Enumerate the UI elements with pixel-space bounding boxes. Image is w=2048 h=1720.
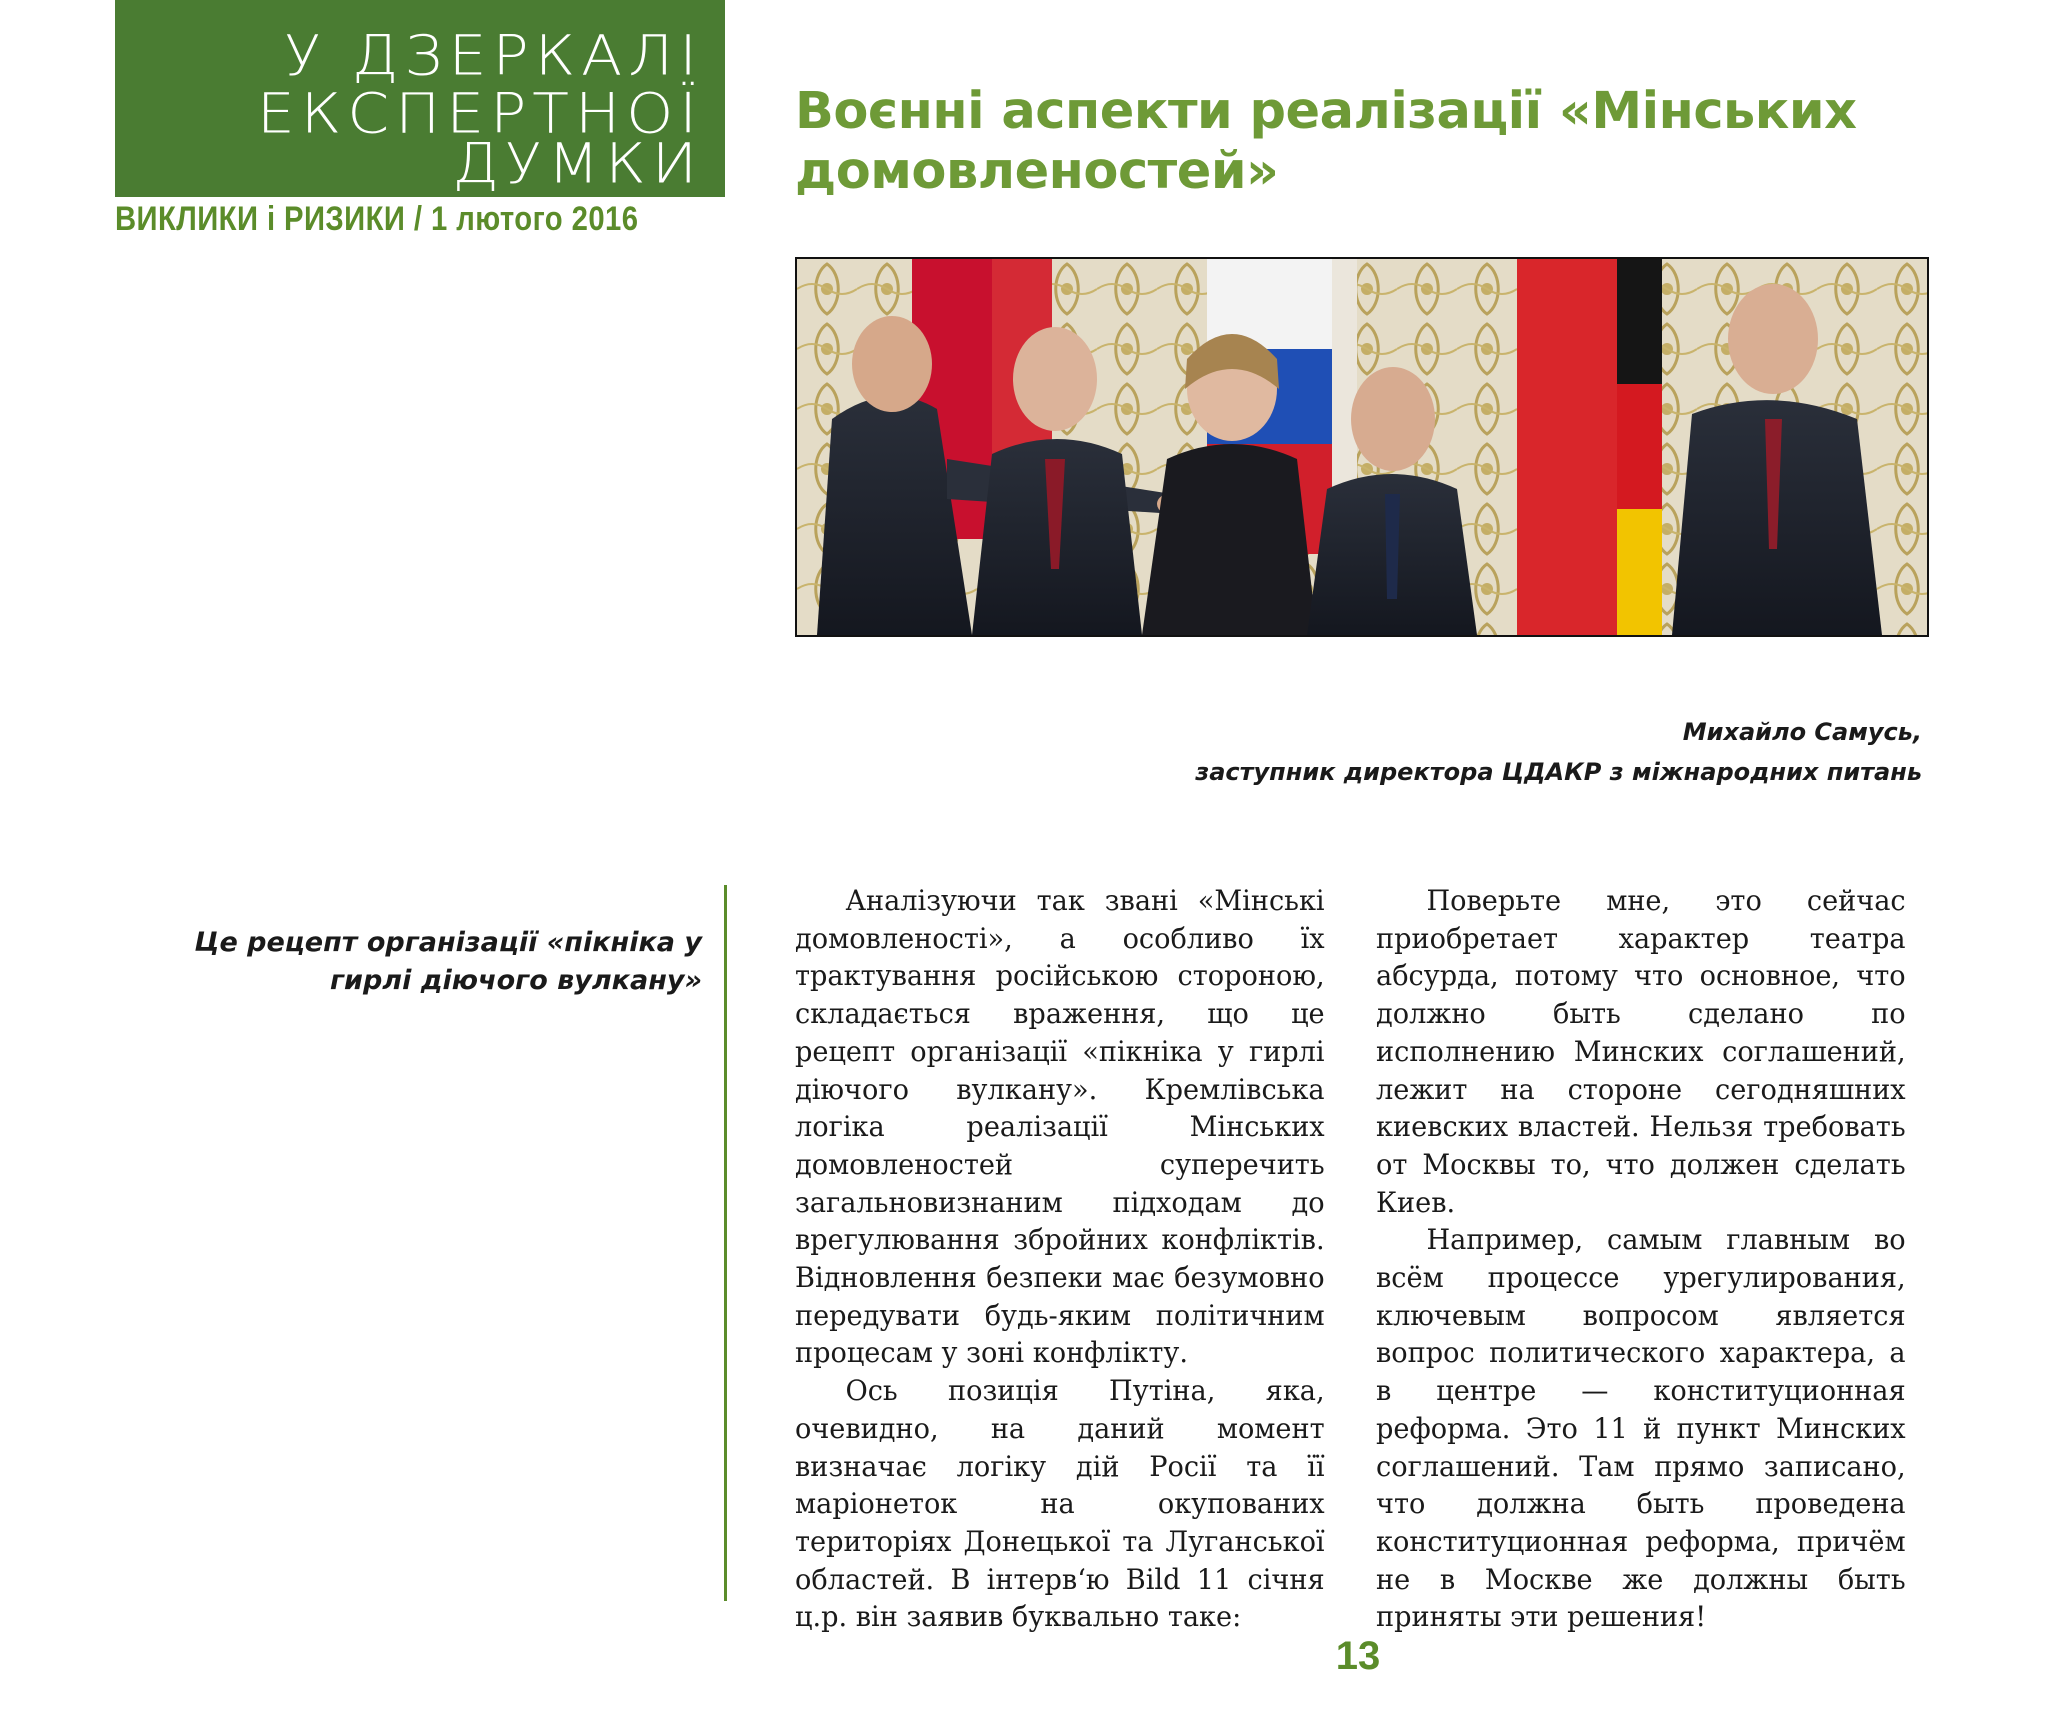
author-name: Михайло Самусь, xyxy=(1682,718,1922,746)
issue-line: ВИКЛИКИ і РИЗИКИ / 1 лютого 2016 xyxy=(115,200,639,238)
article-title: Воєнні аспекти реалізації «Мінських домовленостей» xyxy=(795,82,1857,201)
author-block xyxy=(1022,712,1922,792)
paragraph: Например, самым главным во всём процессе урегулирования, ключевым вопросом является вопрос политического характера, а в центре — конституционная реформа. Это 11 й пункт Минских соглашений. Там прямо записано, что должна быть проведена конституционная реформа, причём не в Москве же должны быть приняты эти решения! xyxy=(1376,1223,1906,1634)
body-column-left xyxy=(795,882,1325,1634)
body-column-right xyxy=(1376,882,1906,1634)
paragraph: Ось позиція Путіна, яка, очевидно, на даний момент визначає логіку дій Росії та її маріонеток на окупованих територіях Донецької та Луганської областей. В інтерв‘ю Bild 11 січня ц.р. він заявив буквально таке: xyxy=(795,1374,1325,1634)
article-photo xyxy=(795,257,1929,637)
paragraph: Поверьте мне, это сейчас приобретает характер театра абсурда, потому что основное, что должно быть сделано по исполнению Минских соглашений, лежит на стороне сегодняшних киевских властей. Нельзя требовать от Москвы то, что должен сделать Киев. xyxy=(1376,884,1906,1219)
masthead-line-2: ЕКСПЕРТНОЇ xyxy=(256,81,703,147)
masthead-logo xyxy=(115,0,725,197)
column-divider xyxy=(724,885,727,1601)
paragraph: Аналізуючи так звані «Мінські домовленості», а особливо їх трактування російською стороною, складається враження, що це рецепт організації «пікніка у гирлі діючого вулкану». Кремлівська логіка реалізації Мінських домовленостей суперечить загальновизнаним підходам до врегулювання збройних конфліктів. Відновлення безпеки має безумовно передувати будь-яким політичним процесам у зоні конфлікту. xyxy=(795,884,1325,1370)
author-position: заступник директора ЦДАКР з міжнародних питань xyxy=(1195,758,1922,786)
masthead-line-1: У ДЗЕРКАЛІ xyxy=(284,23,703,89)
pull-quote: Це рецепт організації «пікніка у гирлі діючого вулкану» xyxy=(194,927,702,996)
masthead-line-3: ДУМКИ xyxy=(452,131,703,197)
page-number: 13 xyxy=(1335,1634,1381,1678)
leaders-group-photo-icon xyxy=(797,259,1927,635)
